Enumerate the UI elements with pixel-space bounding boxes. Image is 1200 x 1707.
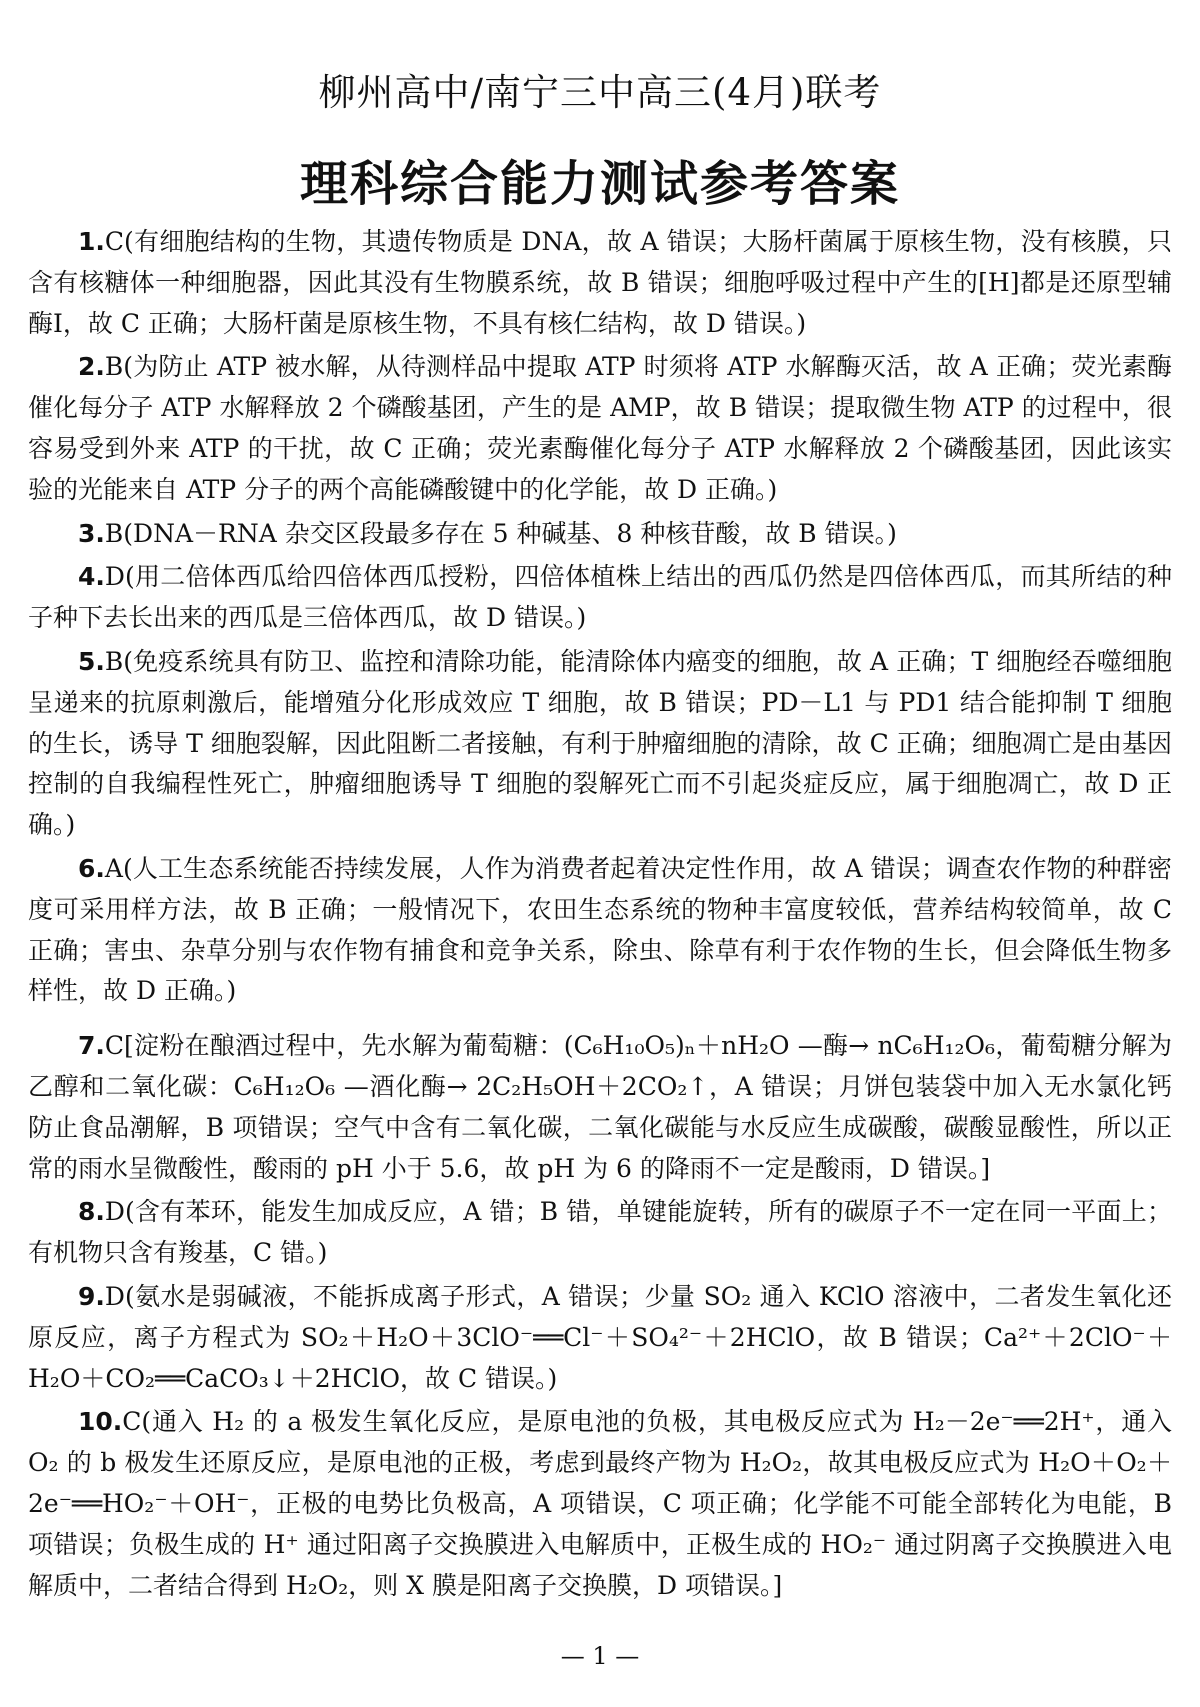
answer-text: C(通入 H₂ 的 a 极发生氧化反应，是原电池的负极，其电极反应式为 H₂－2e⁻══2H⁺，通入 O₂ 的 b 极发生还原反应，是原电池的正极，考虑到最终产物为 H₂O₂，故其电极反应式为 H₂O＋O₂＋2e⁻══HO₂⁻＋OH⁻，正极的电势比负极高，A 项错误，C 项正确；化学能不可能全部转化为电能，B 项错误；负极生成的 H⁺ 通过阳离子交换膜进入电解质中，正极生成的 HO₂⁻ 通过阴离子交换膜进入电解质中，二者结合得到 H₂O₂，则 X 膜是阳离子交换膜，D 项错误。] (28, 1407, 1172, 1600)
answer-text: D(含有苯环，能发生加成反应，A 错；B 错，单键能旋转，所有的碳原子不一定在同一平面上；有机物只含有羧基，C 错。) (28, 1197, 1172, 1268)
answer-item-9 (28, 1277, 1172, 1399)
answer-item-2 (28, 347, 1172, 510)
answer-number: 4. (78, 562, 105, 592)
document-title: 理科综合能力测试参考答案 (299, 156, 900, 212)
answer-number: 6. (78, 853, 105, 883)
answer-number: 1. (78, 227, 105, 256)
answer-number: 10. (78, 1407, 123, 1437)
answer-number: 8. (78, 1197, 105, 1227)
answer-text: C(有细胞结构的生物，其遗传物质是 DNA，故 A 错误；大肠杆菌属于原核生物，没有核膜，只含有核糖体一种细胞器，因此其没有生物膜系统，故 B 错误；细胞呼吸过程中产生的[H]都是还原型辅酶Ⅰ，故 C 正确；大肠杆菌是原核生物，不具有核仁结构，故 D 错误。) (28, 227, 1172, 338)
answer-item-4 (28, 557, 1172, 639)
answer-number: 2. (78, 352, 105, 382)
answer-number: 3. (78, 518, 105, 548)
answer-item-1 (28, 222, 1172, 344)
answer-number: 7. (78, 1031, 105, 1061)
answer-number: 5. (78, 646, 105, 676)
answer-list (28, 222, 1172, 1609)
answer-item-5 (28, 642, 1172, 846)
answer-item-3 (28, 514, 1172, 555)
page-number: — 1 — (560, 1642, 640, 1670)
answer-item-7 (28, 1026, 1172, 1189)
answer-item-8 (28, 1192, 1172, 1274)
answer-item-10 (28, 1402, 1172, 1606)
answer-text: D(氨水是弱碱液，不能拆成离子形式，A 错误；少量 SO₂ 通入 KClO 溶液中，二者发生氧化还原反应，离子方程式为 SO₂＋H₂O＋3ClO⁻══Cl⁻＋SO₄²⁻＋2HClO，故 B 错误；Ca²⁺＋2ClO⁻＋H₂O＋CO₂══CaCO₃↓＋2HClO，故 C 错误。) (28, 1281, 1172, 1393)
answer-text: A(人工生态系统能否持续发展，人作为消费者起着决定性作用，故 A 错误；调查农作物的种群密度可采用样方法，故 B 正确；一般情况下，农田生态系统的物种丰富度较低，营养结构较简单，故 C 正确；害虫、杂草分别与农作物有捕食和竞争关系，除虫、除草有利于农作物的生长，但会降低生物多样性，故 D 正确。) (28, 853, 1172, 1006)
answer-text: B(为防止 ATP 被水解，从待测样品中提取 ATP 时须将 ATP 水解酶灭活，故 A 正确；荧光素酶催化每分子 ATP 水解释放 2 个磷酸基团，产生的是 AMP，故 B 错误；提取微生物 ATP 的过程中，很容易受到外来 ATP 的干扰，故 C 正确；荧光素酶催化每分子 ATP 水解释放 2 个磷酸基团，因此该实验的光能来自 ATP 分子的两个高能磷酸键中的化学能，故 D 正确。) (28, 352, 1172, 504)
answer-text: C[淀粉在酿酒过程中，先水解为葡萄糖：(C₆H₁₀O₅)ₙ＋nH₂O —酶→ nC₆H₁₂O₆，葡萄糖分解为乙醇和二氧化碳：C₆H₁₂O₆ —酒化酶→ 2C₂H₅OH＋2CO₂↑，A 错误；月饼包装袋中加入无水氯化钙防止食品潮解，B 项错误；空气中含有二氧化碳，二氧化碳能与水反应生成碳酸，碳酸显酸性，所以正常的雨水呈微酸性，酸雨的 pH 小于 5.6，故 pH 为 6 的降雨不一定是酸雨，D 错误。] (28, 1031, 1172, 1183)
exam-subtitle: 柳州高中/南宁三中高三(4月)联考 (318, 71, 882, 114)
answer-text: B(DNA－RNA 杂交区段最多存在 5 种碱基、8 种核苷酸，故 B 错误。) (104, 518, 897, 548)
answer-item-6 (28, 849, 1172, 1012)
answer-number: 9. (78, 1281, 105, 1311)
answer-text: D(用二倍体西瓜给四倍体西瓜授粉，四倍体植株上结出的西瓜仍然是四倍体西瓜，而其所结的种子种下去长出来的西瓜是三倍体西瓜，故 D 错误。) (28, 562, 1172, 633)
answer-text: B(免疫系统具有防卫、监控和清除功能，能清除体内癌变的细胞，故 A 正确；T 细胞经吞噬细胞呈递来的抗原刺激后，能增殖分化形成效应 T 细胞，故 B 错误；PD－L1 与 PD1 结合能抑制 T 细胞的生长，诱导 T 细胞裂解，因此阻断二者接触，有利于肿瘤细胞的清除，故 C 正确；细胞凋亡是由基因控制的自我编程性死亡，肿瘤细胞诱导 T 细胞的裂解死亡而不引起炎症反应，属于细胞凋亡，故 D 正确。) (28, 646, 1172, 840)
